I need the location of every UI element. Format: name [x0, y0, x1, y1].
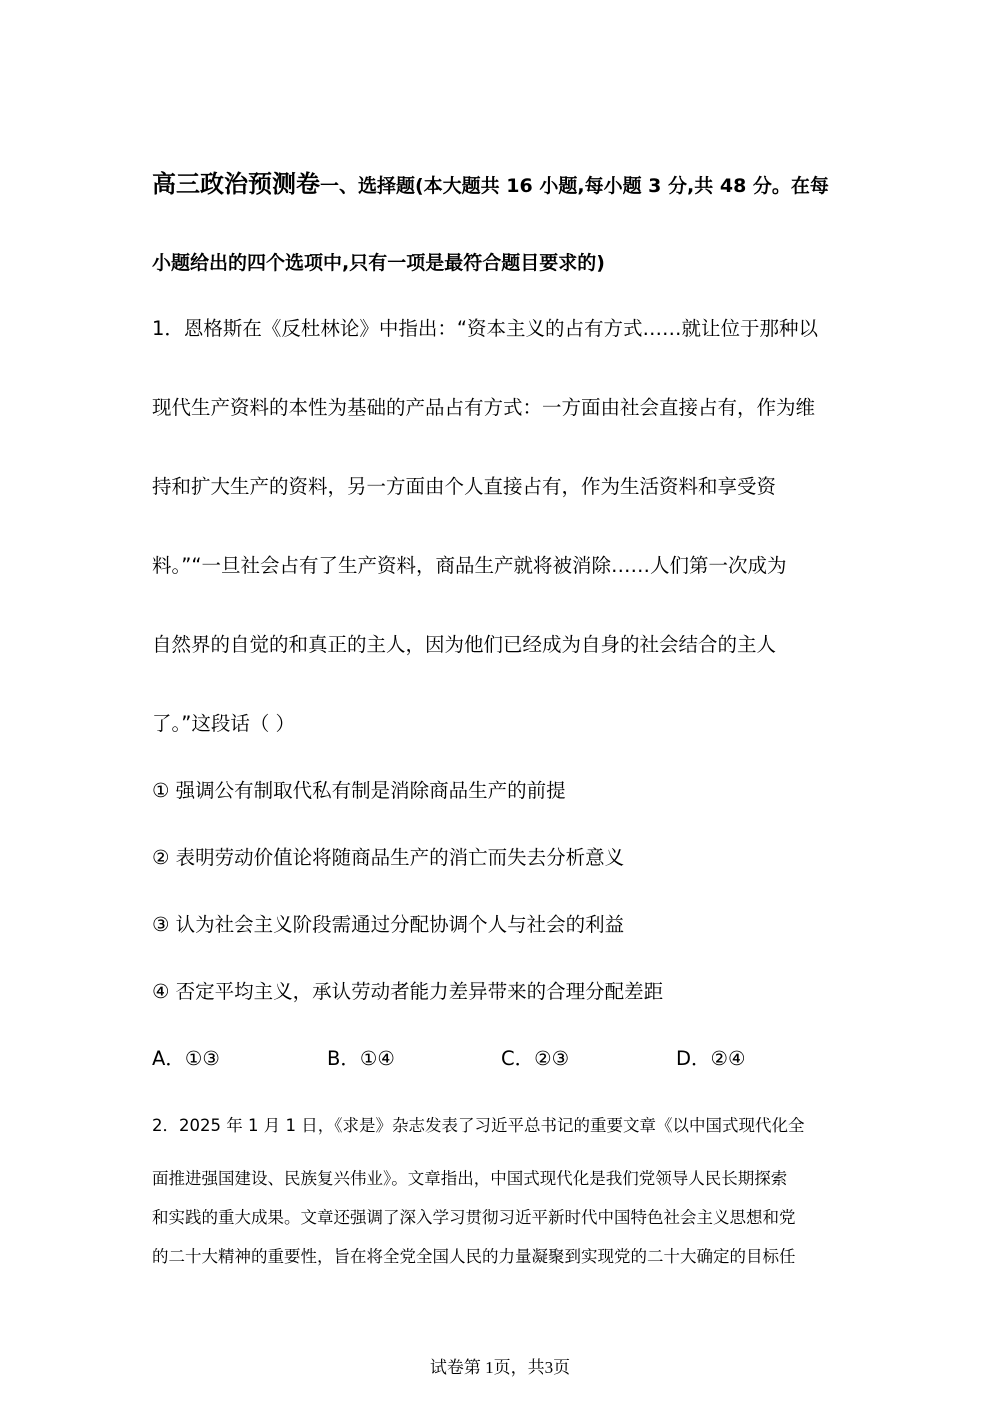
question-1-line: 自然界的自觉的和真正的主人，因为他们已经成为自身的社会结合的主人	[152, 633, 777, 656]
section-instruction: 一、选择题(本大题共 16 小题,每小题 3 分,共 48 分。在每	[320, 175, 829, 197]
question-1-line: 1．恩格斯在《反杜林论》中指出：“资本主义的占有方式……就让位于那种以	[152, 317, 819, 340]
question-1-line: 持和扩大生产的资料，另一方面由个人直接占有，作为生活资料和享受资	[152, 475, 777, 498]
statement-item: ④ 否定平均主义，承认劳动者能力差异带来的合理分配差距	[152, 980, 664, 1003]
answer-option-a: A．①③	[152, 1047, 220, 1070]
statement-item: ① 强调公有制取代私有制是消除商品生产的前提	[152, 779, 566, 802]
question-1-line: 了。”这段话（ ）	[152, 712, 296, 735]
question-2-line: 和实践的重大成果。文章还强调了深入学习贯彻习近平新时代中国特色社会主义思想和党	[152, 1208, 796, 1227]
answer-option-c: C．②③	[501, 1047, 570, 1070]
question-1-line: 现代生产资料的本性为基础的产品占有方式：一方面由社会直接占有，作为维	[152, 396, 816, 419]
heading-line-1	[152, 172, 829, 198]
answer-option-d: D．②④	[676, 1047, 746, 1070]
answer-option-b: B．①④	[327, 1047, 395, 1070]
question-2-line: 2．2025 年 1 月 1 日，《求是》杂志发表了习近平总书记的重要文章《以中国式现代化全	[152, 1116, 805, 1135]
statement-item: ② 表明劳动价值论将随商品生产的消亡而失去分析意义	[152, 846, 625, 869]
page-footer: 试卷第 1页，共3页	[429, 1358, 571, 1377]
exam-title: 高三政治预测卷	[152, 170, 320, 198]
section-instruction-continued: 小题给出的四个选项中,只有一项是最符合题目要求的)	[152, 252, 605, 274]
statement-item: ③ 认为社会主义阶段需通过分配协调个人与社会的利益	[152, 913, 625, 936]
question-2-line: 的二十大精神的重要性，旨在将全党全国人民的力量凝聚到实现党的二十大确定的目标任	[152, 1247, 796, 1266]
question-1-line: 料。”“一旦社会占有了生产资料，商品生产就将被消除……人们第一次成为	[152, 554, 787, 577]
question-2-line: 面推进强国建设、民族复兴伟业》。文章指出，中国式现代化是我们党领导人民长期探索	[152, 1169, 788, 1188]
